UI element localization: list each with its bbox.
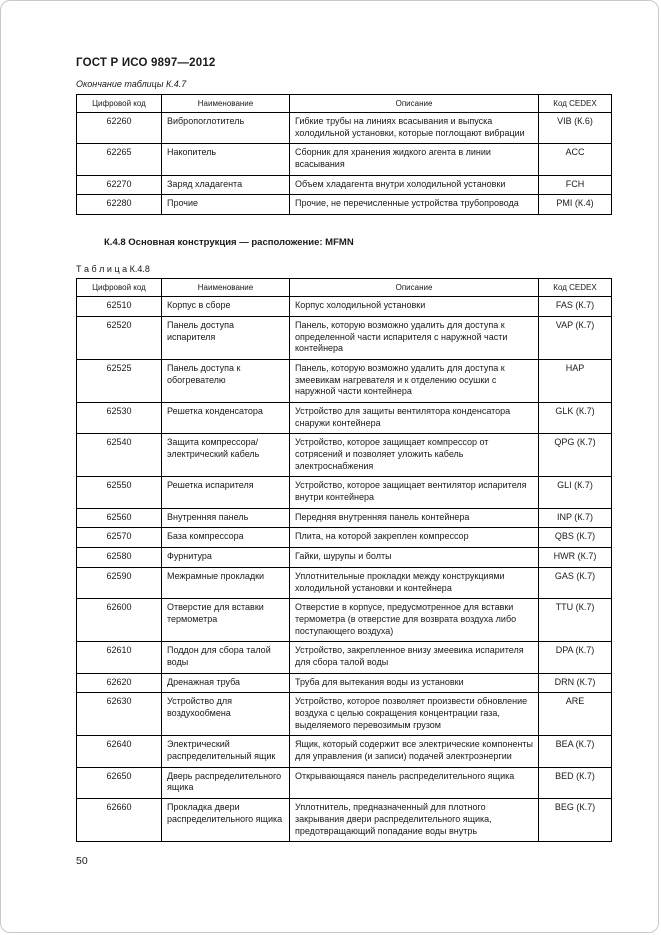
cell-description: Устройство, которое позволяет произвести обновление воздуха с целью сокращения концентрации газа, выделяемого перевозимым грузом	[290, 693, 539, 736]
table-k47-end	[76, 94, 612, 215]
table-row	[77, 673, 612, 693]
cell-name: Фурнитура	[162, 548, 290, 568]
cell-code: 62270	[77, 175, 162, 195]
cell-description: Плита, на которой закреплен компрессор	[290, 528, 539, 548]
table-row	[77, 528, 612, 548]
cell-cedex: PMI (К.4)	[539, 195, 612, 215]
table-row	[77, 144, 612, 175]
cell-code: 62600	[77, 599, 162, 642]
cell-cedex: ACC	[539, 144, 612, 175]
table-row	[77, 693, 612, 736]
cell-description: Гайки, шурупы и болты	[290, 548, 539, 568]
table-header-row	[77, 279, 612, 297]
cell-code: 62630	[77, 693, 162, 736]
page-number: 50	[76, 855, 88, 867]
cell-cedex: BEG (К.7)	[539, 799, 612, 842]
cell-description: Объем хладагента внутри холодильной установки	[290, 175, 539, 195]
table-row	[77, 642, 612, 673]
cell-code: 62570	[77, 528, 162, 548]
cell-description: Уплотнитель, предназначенный для плотного закрывания двери распределительного ящика, предотвращающий попадание воды внутрь	[290, 799, 539, 842]
cell-name: Отверстие для вставки термометра	[162, 599, 290, 642]
table-row	[77, 359, 612, 402]
cell-code: 62650	[77, 767, 162, 798]
cell-name: Панель доступа испарителя	[162, 316, 290, 359]
cell-name: Дверь распределительного ящика	[162, 767, 290, 798]
cell-cedex: FCH	[539, 175, 612, 195]
cell-description: Панель, которую возможно удалить для доступа к змеевикам нагревателя и к отделению осушки с наружной части контейнера	[290, 359, 539, 402]
table-row	[77, 195, 612, 215]
table1-continuation-caption: Окончание таблицы К.4.7	[76, 79, 187, 89]
column-header: Цифровой код	[77, 279, 162, 297]
cell-name: Межрамные прокладки	[162, 567, 290, 598]
cell-description: Передняя внутренняя панель контейнера	[290, 508, 539, 528]
cell-cedex: GAS (К.7)	[539, 567, 612, 598]
table-row	[77, 799, 612, 842]
cell-name: Внутренняя панель	[162, 508, 290, 528]
cell-name: Прокладка двери распределительного ящика	[162, 799, 290, 842]
page-content	[76, 57, 612, 842]
cell-description: Ящик, который содержит все электрические компоненты для управления (и записи) подачей электроэнергии	[290, 736, 539, 767]
cell-description: Сборник для хранения жидкого агента в линии всасывания	[290, 144, 539, 175]
section-heading-k48: К.4.8 Основная конструкция — расположение: MFMN	[104, 237, 354, 249]
cell-code: 62550	[77, 477, 162, 508]
cell-cedex: GLI (К.7)	[539, 477, 612, 508]
cell-description: Отверстие в корпусе, предусмотренное для вставки термометра (в отверстие для возврата воздуха либо поступающего воздуха)	[290, 599, 539, 642]
cell-description: Труба для вытекания воды из установки	[290, 673, 539, 693]
column-header: Описание	[290, 95, 539, 113]
cell-name: Заряд хладагента	[162, 175, 290, 195]
cell-name: Устройство для воздухообмена	[162, 693, 290, 736]
cell-name: Вибропоглотитель	[162, 113, 290, 144]
cell-cedex: QBS (К.7)	[539, 528, 612, 548]
cell-code: 62510	[77, 297, 162, 317]
cell-cedex: HWR (К.7)	[539, 548, 612, 568]
table-k48	[76, 278, 612, 842]
cell-description: Открывающаяся панель распределительного ящика	[290, 767, 539, 798]
column-header: Наименование	[162, 95, 290, 113]
table-row	[77, 175, 612, 195]
cell-code: 62520	[77, 316, 162, 359]
cell-name: Накопитель	[162, 144, 290, 175]
cell-cedex: VAP (К.7)	[539, 316, 612, 359]
cell-description: Прочие, не перечисленные устройства трубопровода	[290, 195, 539, 215]
table-row	[77, 567, 612, 598]
table-row	[77, 736, 612, 767]
cell-code: 62265	[77, 144, 162, 175]
cell-description: Устройство для защиты вентилятора конденсатора снаружи контейнера	[290, 402, 539, 433]
cell-cedex: DRN (К.7)	[539, 673, 612, 693]
cell-cedex: FAS (К.7)	[539, 297, 612, 317]
cell-cedex: HAP	[539, 359, 612, 402]
cell-description: Панель, которую возможно удалить для доступа к определенной части испарителя с наружной части контейнера	[290, 316, 539, 359]
cell-name: Дренажная труба	[162, 673, 290, 693]
cell-cedex: INP (К.7)	[539, 508, 612, 528]
cell-name: Электрический распределительный ящик	[162, 736, 290, 767]
cell-description: Устройство, которое защищает вентилятор испарителя внутри контейнера	[290, 477, 539, 508]
cell-code: 62580	[77, 548, 162, 568]
column-header: Код CEDEX	[539, 95, 612, 113]
cell-code: 62620	[77, 673, 162, 693]
document-title: ГОСТ Р ИСО 9897—2012	[76, 57, 216, 69]
cell-cedex: BEA (К.7)	[539, 736, 612, 767]
cell-description: Корпус холодильной установки	[290, 297, 539, 317]
cell-code: 62540	[77, 434, 162, 477]
column-header: Наименование	[162, 279, 290, 297]
table-row	[77, 508, 612, 528]
table-row	[77, 599, 612, 642]
cell-code: 62260	[77, 113, 162, 144]
table-row	[77, 113, 612, 144]
table-row	[77, 402, 612, 433]
table-row	[77, 434, 612, 477]
table-row	[77, 316, 612, 359]
cell-code: 62560	[77, 508, 162, 528]
cell-code: 62280	[77, 195, 162, 215]
column-header: Описание	[290, 279, 539, 297]
cell-name: Прочие	[162, 195, 290, 215]
cell-description: Устройство, которое защищает компрессор от сотрясений и позволяет уложить кабель электроснабжения	[290, 434, 539, 477]
cell-name: Решетка испарителя	[162, 477, 290, 508]
cell-cedex: DPA (К.7)	[539, 642, 612, 673]
cell-description: Устройство, закрепленное внизу змеевика испарителя для сбора талой воды	[290, 642, 539, 673]
table-row	[77, 548, 612, 568]
cell-name: Панель доступа к обогревателю	[162, 359, 290, 402]
cell-cedex: GLK (К.7)	[539, 402, 612, 433]
cell-code: 62660	[77, 799, 162, 842]
cell-cedex: TTU (К.7)	[539, 599, 612, 642]
table-header-row	[77, 95, 612, 113]
cell-description: Уплотнительные прокладки между конструкциями холодильной установки и контейнера	[290, 567, 539, 598]
column-header: Код CEDEX	[539, 279, 612, 297]
column-header: Цифровой код	[77, 95, 162, 113]
cell-name: Корпус в сборе	[162, 297, 290, 317]
cell-cedex: BED (К.7)	[539, 767, 612, 798]
cell-code: 62640	[77, 736, 162, 767]
cell-name: Поддон для сбора талой воды	[162, 642, 290, 673]
table-row	[77, 297, 612, 317]
table2-caption: Т а б л и ц а К.4.8	[76, 264, 150, 275]
cell-cedex: ARE	[539, 693, 612, 736]
cell-code: 62610	[77, 642, 162, 673]
cell-description: Гибкие трубы на линиях всасывания и выпуска холодильной установки, которые поглощают вибрации	[290, 113, 539, 144]
cell-cedex: VIB (К.6)	[539, 113, 612, 144]
cell-cedex: QPG (К.7)	[539, 434, 612, 477]
cell-code: 62525	[77, 359, 162, 402]
cell-code: 62530	[77, 402, 162, 433]
cell-name: Решетка конденсатора	[162, 402, 290, 433]
cell-name: Защита компрессора/электрический кабель	[162, 434, 290, 477]
cell-code: 62590	[77, 567, 162, 598]
table-row	[77, 477, 612, 508]
table-row	[77, 767, 612, 798]
cell-name: База компрессора	[162, 528, 290, 548]
